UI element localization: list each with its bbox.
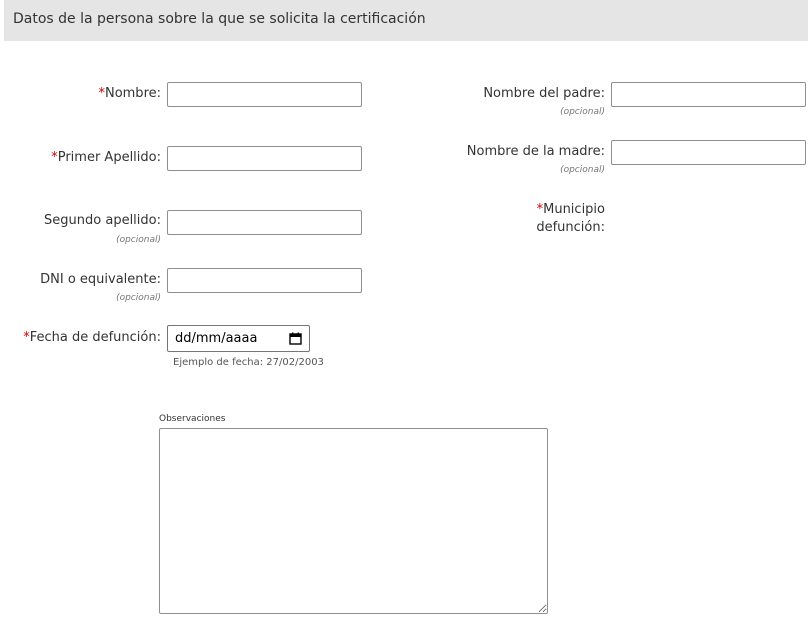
nombre-label: *Nombre: bbox=[98, 86, 161, 101]
section-header bbox=[4, 0, 808, 41]
nombre-madre-input[interactable] bbox=[611, 140, 806, 165]
segundo-apellido-label: Segundo apellido: bbox=[44, 213, 161, 228]
observaciones-label: Observaciones bbox=[159, 414, 226, 424]
date-example-hint: Ejemplo de fecha: 27/02/2003 bbox=[173, 357, 324, 368]
required-marker: * bbox=[23, 330, 30, 345]
segundo-apellido-input[interactable] bbox=[167, 210, 362, 235]
section-title: Datos de la persona sobre la que se solicita la certificación bbox=[13, 11, 426, 27]
primer-apellido-label: *Primer Apellido: bbox=[51, 150, 161, 165]
dni-label: DNI o equivalente: bbox=[40, 272, 161, 287]
dni-optional: (opcional) bbox=[116, 293, 161, 303]
municipio-label: *Municipio defunción: bbox=[536, 202, 605, 235]
date-value: dd/mm/aaaa bbox=[175, 331, 258, 346]
nombre-madre-label: Nombre de la madre: bbox=[466, 144, 605, 159]
nombre-input[interactable] bbox=[167, 82, 362, 107]
observaciones-textarea[interactable] bbox=[159, 428, 548, 614]
required-marker: * bbox=[98, 86, 105, 101]
primer-apellido-input[interactable] bbox=[167, 146, 362, 171]
fecha-defuncion-label: *Fecha de defunción: bbox=[23, 330, 161, 345]
required-marker: * bbox=[536, 202, 544, 217]
nombre-padre-optional: (opcional) bbox=[560, 107, 605, 117]
required-marker: * bbox=[51, 150, 58, 165]
nombre-padre-input[interactable] bbox=[611, 82, 806, 107]
calendar-icon[interactable] bbox=[289, 332, 302, 345]
segundo-apellido-optional: (opcional) bbox=[116, 235, 161, 245]
fecha-defuncion-input[interactable] bbox=[167, 325, 310, 352]
nombre-madre-optional: (opcional) bbox=[560, 165, 605, 175]
nombre-padre-label: Nombre del padre: bbox=[483, 86, 605, 101]
dni-input[interactable] bbox=[167, 268, 362, 293]
